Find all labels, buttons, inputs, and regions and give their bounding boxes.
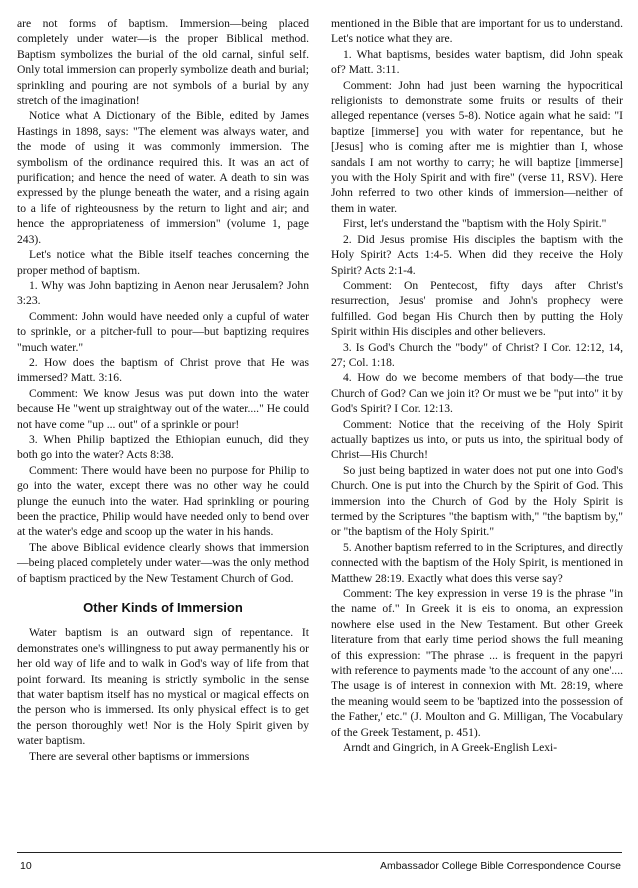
question: 2. How does the baptism of Christ prove that He was immersed? Matt. 3:16.	[17, 355, 309, 385]
left-column	[17, 16, 309, 764]
question: 3. When Philip baptized the Ethiopian eunuch, did they both go into the water? Acts 8:38.	[17, 432, 309, 462]
paragraph: So just being baptized in water does not put one into God's Church. One is put into the Church by the Spirit of God. This immersion into the Church of God by the Holy Spirit is termed by the Scriptures "the baptism with," "the baptism by," or "the baptism of the Holy Spirit."	[331, 463, 623, 539]
comment: Comment: We know Jesus was put down into the water because He "went up straightway out of the water...." He could not have come "up ... out" of a sprinkle or pour!	[17, 386, 309, 431]
section-heading: Other Kinds of Immersion	[83, 600, 243, 616]
comment: Comment: John had just been warning the hypocritical religionists to demonstrate some fruits or results of their alleged repentance (verses 5-8). Notice again what he said: "I baptize [immerse] you with water for repentance, but he [Jesus] who is coming after me is mightier than I, whose sandals I am not worthy to carry; he will baptize [immerse] you with the Holy Spirit and with fire" (verse 11, RSV). Here John referred to two other kinds of immersion—neither of them in water.	[331, 78, 623, 215]
comment: Comment: Notice that the receiving of the Holy Spirit actually baptizes us into, or puts us into, the spiritual body of Christ—His Church!	[331, 417, 623, 462]
footer-divider	[17, 852, 622, 853]
paragraph: Let's notice what the Bible itself teaches concerning the proper method of baptism.	[17, 248, 309, 277]
comment: Comment: There would have been no purpose for Philip to go into the water, except there was no other way he could plunge the eunuch into the water. Had sprinkling or pouring been the practice, Philip would have needed only to bend over at the water's edge and scoop up the water in his hands.	[17, 463, 309, 539]
question: 1. Why was John baptizing in Aenon near Jerusalem? John 3:23.	[17, 278, 309, 308]
paragraph: The above Biblical evidence clearly shows that immersion—being placed completely under water—was the only method of baptism practiced by the New Testament Church of God.	[17, 540, 309, 585]
course-title: Ambassador College Bible Correspondence Course	[379, 860, 621, 872]
question: 5. Another baptism referred to in the Scriptures, and directly connected with the baptism of the Holy Spirit, is mentioned in Matthew 28:19. Exactly what does this verse say?	[331, 540, 623, 585]
comment: Comment: John would have needed only a cupful of water to sprinkle, or a pitcher-full to pour—but baptizing requires "much water."	[17, 309, 309, 354]
comment: Comment: On Pentecost, fifty days after Christ's resurrection, Jesus' promise and John's prophecy were fulfilled. God began His Church then by putting the Holy Spirit within His disciples and other believers.	[331, 278, 623, 339]
paragraph: There are several other baptisms or immersions	[29, 749, 250, 763]
question: 1. What baptisms, besides water baptism, did John speak of? Matt. 3:11.	[331, 47, 623, 77]
paragraph: are not forms of baptism. Immersion—being placed completely under water—is the proper Biblical method. Baptism symbolizes the burial of the old carnal, sinful self. Only total immersion can properly symbolize death and burial; sprinkling and pouring are not symbols of a burial by any stretch of the imagination!	[17, 17, 309, 108]
paragraph: Water baptism is an outward sign of repentance. It demonstrates one's willingness to put away permanently his or her old way of life and to walk in God's way of life from that point forward. Its meaning is strictly symbolic in the sense that water baptism itself has no mystical or magical effects on the person who is immersed. Its only physical effect is to get the person thoroughly wet! Nor is the Holy Spirit given by water baptism.	[17, 626, 309, 748]
page-number: 10	[20, 860, 32, 872]
paragraph: Arndt and Gingrich, in A Greek-English Lexi-	[343, 741, 558, 755]
question: 4. How do we become members of that body—the true Church of God? Can we join it? Or must we be "put into" it by God's Spirit? I Cor. 12:13.	[331, 371, 623, 416]
comment: Comment: The key expression in verse 19 is the phrase "in the name of." In Greek it is eis to onoma, an expression nowhere else used in the New Testament. But other Greek literature from that early time period shows the full meaning of this expression: "The phrase ... is frequent in the papyri with reference to payments made 'to the account of any one'.... The usage is of interest in connexion with Mt. 28:19, where the meaning would seem to be 'baptized into the possession of the Father,' etc." (J. Moulton and G. Milligan, The Vocabulary of the Greek Testament, p. 451).	[331, 587, 623, 739]
paragraph: First, let's understand the "baptism with the Holy Spirit."	[343, 217, 607, 231]
paragraph: mentioned in the Bible that are important for us to understand. Let's notice what they are.	[331, 17, 623, 46]
question: 2. Did Jesus promise His disciples the baptism with the Holy Spirit? Acts 1:4-5. When did they receive the Holy Spirit? Acts 2:1-4.	[331, 232, 623, 277]
paragraph: Notice what A Dictionary of the Bible, edited by James Hastings in 1898, says: "The element was always water, and the mode of using it was commonly immersion. The symbolism of the ordinance required this. It was an act of purification; and hence the need of water. A death to sin was expressed by the plunge beneath the water, and a rising again to a life of righteousness by the return to light and air; and hence the appropriateness of immersion" (volume 1, page 243).	[17, 109, 309, 246]
right-column	[331, 16, 623, 756]
question: 3. Is God's Church the "body" of Christ? I Cor. 12:12, 14, 27; Col. 1:18.	[331, 340, 623, 369]
